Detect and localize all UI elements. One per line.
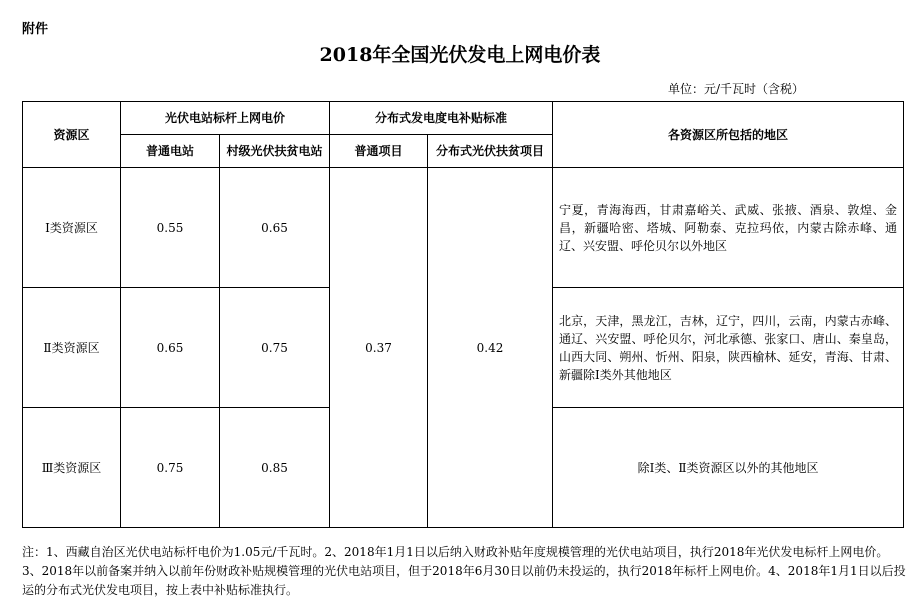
header-row-1 xyxy=(23,102,904,135)
row-regions: 除Ⅰ类、Ⅱ类资源区以外的其他地区 xyxy=(553,408,904,528)
header-ordinary-project: 普通项目 xyxy=(330,135,428,168)
poverty-project-subsidy: 0.42 xyxy=(428,168,553,528)
row-area-label: Ⅲ类资源区 xyxy=(23,408,121,528)
unit-note: 单位：元/千瓦时（含税） xyxy=(667,82,804,96)
row-ordinary-station-price: 0.65 xyxy=(121,288,220,408)
row-ordinary-station-price: 0.55 xyxy=(121,168,220,288)
ordinary-project-subsidy: 0.37 xyxy=(330,168,428,528)
row-village-station-price: 0.65 xyxy=(220,168,330,288)
header-regions: 各资源区所包括的地区 xyxy=(553,102,904,168)
row-village-station-price: 0.75 xyxy=(220,288,330,408)
attachment-label: 附件 xyxy=(22,22,49,37)
header-ordinary-station: 普通电站 xyxy=(121,135,220,168)
header-pv-benchmark: 光伏电站标杆上网电价 xyxy=(121,102,330,135)
price-table xyxy=(22,101,904,528)
row-regions: 宁夏，青海海西，甘肃嘉峪关、武威、张掖、酒泉、敦煌、金昌，新疆哈密、塔城、阿勒泰、克拉玛依，内蒙古除赤峰、通辽、兴安盟、呼伦贝尔以外地区 xyxy=(553,168,904,288)
footnotes: 注：1、西藏自治区光伏电站标杆电价为1.05元/千瓦时。2、2018年1月1日以后纳入财政补贴年度规模管理的光伏电站项目，执行2018年光伏发电标杆上网电价。3、2018年以前备案并纳入以前年份财政补贴规模管理的光伏电站项目，但于2018年6月30日以前仍未投运的，执行2018年标杆上网电价。4、2018年1月1日以后投运的分布式光伏发电项目，按上表中补贴标准执行。 xyxy=(22,545,906,597)
header-resource-area: 资源区 xyxy=(23,102,121,168)
row-area-label: Ⅰ类资源区 xyxy=(23,168,121,288)
header-village-poverty-station: 村级光伏扶贫电站 xyxy=(220,135,330,168)
document-title: 2018年全国光伏发电上网电价表 xyxy=(319,44,601,66)
row-ordinary-station-price: 0.75 xyxy=(121,408,220,528)
header-poverty-project: 分布式光伏扶贫项目 xyxy=(428,135,553,168)
row-area-label: Ⅱ类资源区 xyxy=(23,288,121,408)
header-distributed-subsidy: 分布式发电度电补贴标准 xyxy=(330,102,553,135)
row-village-station-price: 0.85 xyxy=(220,408,330,528)
table-row xyxy=(23,168,904,288)
row-regions: 北京，天津，黑龙江，吉林，辽宁，四川，云南，内蒙古赤峰、通辽、兴安盟、呼伦贝尔，河北承德、张家口、唐山、秦皇岛，山西大同、朔州、忻州、阳泉，陕西榆林、延安，青海、甘肃、新疆除Ⅰ类外其他地区 xyxy=(553,288,904,408)
